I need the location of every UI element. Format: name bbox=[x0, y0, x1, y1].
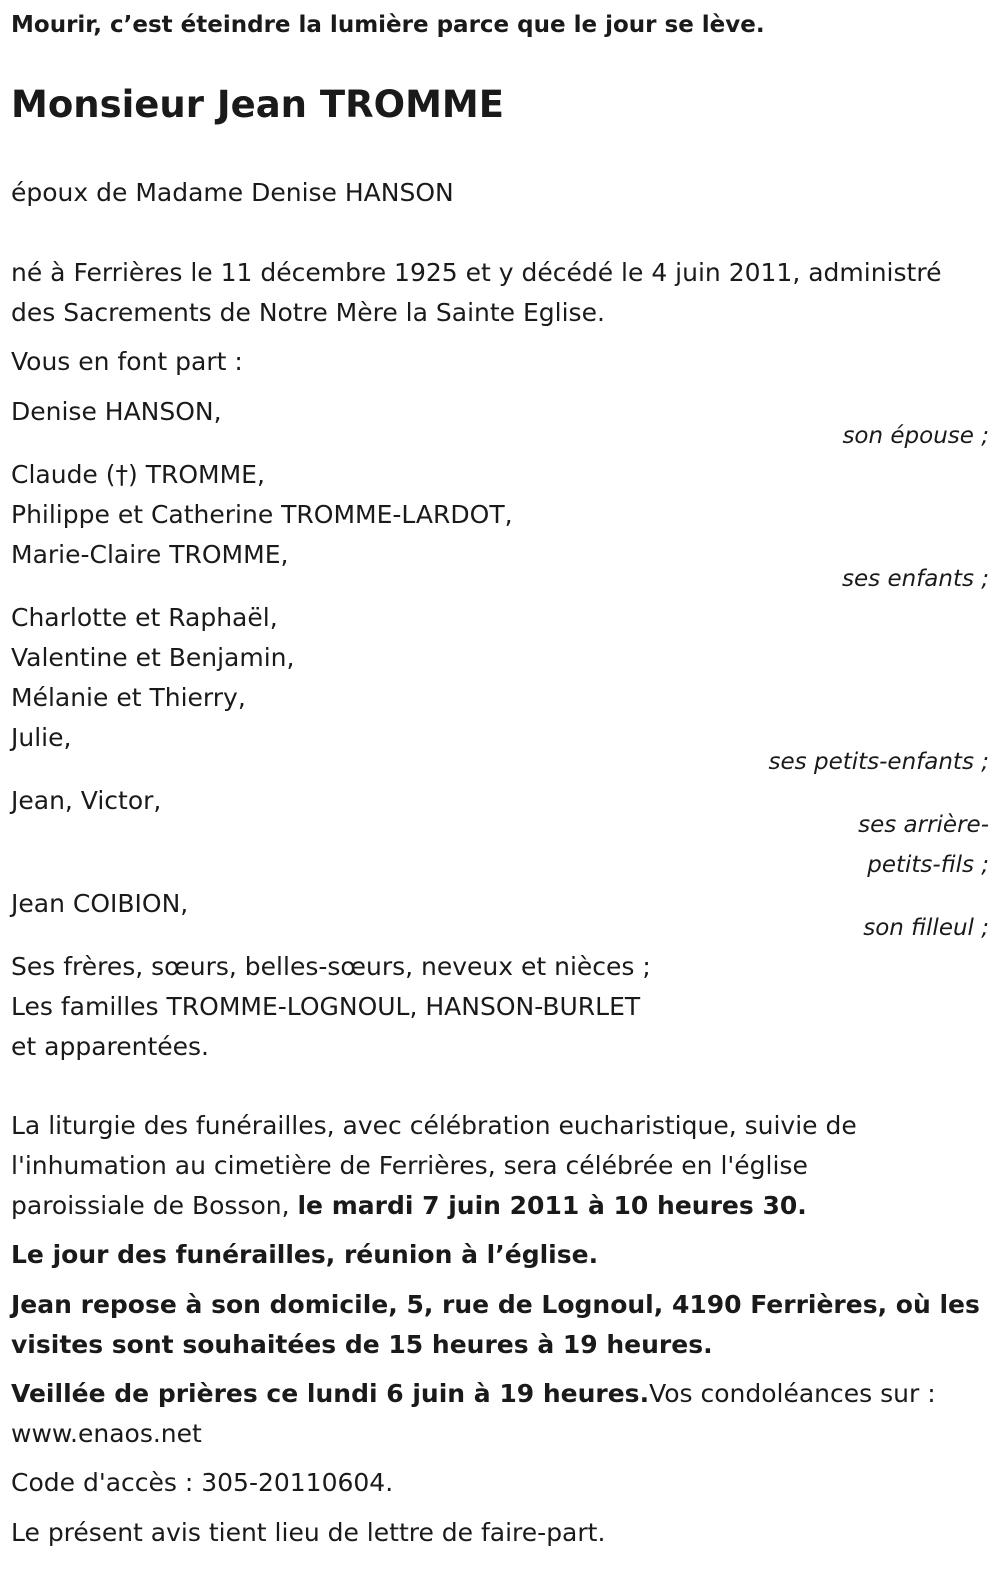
family-great-grandchildren-relation-2: petits-fils ; bbox=[867, 852, 989, 878]
intro-line: Vous en font part : bbox=[11, 347, 243, 376]
family-great-grandchild-name: Jean, Victor, bbox=[11, 786, 162, 815]
family-children-relation: ses enfants ; bbox=[842, 566, 989, 592]
funeral-line-1: La liturgie des funérailles, avec célébration eucharistique, suivie de bbox=[11, 1111, 857, 1140]
meeting-line: Le jour des funérailles, réunion à l’église. bbox=[11, 1240, 599, 1269]
family-grandchild-name: Charlotte et Raphaël, bbox=[11, 603, 278, 632]
family-child-name: Marie-Claire TROMME, bbox=[11, 540, 289, 569]
spouse-line: époux de Madame Denise HANSON bbox=[11, 178, 454, 207]
family-grandchild-name: Julie, bbox=[11, 723, 72, 752]
funeral-line-3-prefix: paroissiale de Bosson, bbox=[11, 1191, 298, 1220]
family-grandchild-name: Valentine et Benjamin, bbox=[11, 643, 295, 672]
notice-line: Le présent avis tient lieu de lettre de faire-part. bbox=[11, 1518, 606, 1547]
family-great-grandchildren-relation-1: ses arrière- bbox=[858, 812, 989, 838]
access-code: Code d'accès : 305-20110604. bbox=[11, 1468, 394, 1497]
visit-line-1: Jean repose à son domicile, 5, rue de Lognoul, 4190 Ferrières, où les bbox=[11, 1290, 980, 1319]
vigil-line bbox=[11, 1374, 936, 1414]
family-grandchild-name: Mélanie et Thierry, bbox=[11, 683, 246, 712]
condolences-text: Vos condoléances sur : bbox=[649, 1379, 936, 1408]
family-child-name: Philippe et Catherine TROMME-LARDOT, bbox=[11, 500, 513, 529]
family-others-line: Les familles TROMME-LOGNOUL, HANSON-BURLET bbox=[11, 992, 641, 1021]
family-others-line: et apparentées. bbox=[11, 1032, 209, 1061]
family-child-name: Claude (†) TROMME, bbox=[11, 460, 265, 489]
funeral-line-3 bbox=[11, 1186, 807, 1226]
birth-death-line-1: né à Ferrières le 11 décembre 1925 et y décédé le 4 juin 2011, administré bbox=[11, 258, 942, 287]
family-spouse-name: Denise HANSON, bbox=[11, 397, 222, 426]
funeral-line-2: l'inhumation au cimetière de Ferrières, sera célébrée en l'église bbox=[11, 1151, 808, 1180]
motto: Mourir, c’est éteindre la lumière parce que le jour se lève. bbox=[11, 12, 765, 38]
funeral-date-time: le mardi 7 juin 2011 à 10 heures 30. bbox=[297, 1191, 807, 1220]
vigil-text: Veillée de prières ce lundi 6 juin à 19 heures. bbox=[11, 1379, 650, 1408]
birth-death-line-2: des Sacrements de Notre Mère la Sainte Eglise. bbox=[11, 298, 605, 327]
family-spouse-relation: son épouse ; bbox=[842, 423, 989, 449]
family-others-line: Ses frères, sœurs, belles-sœurs, neveux et nièces ; bbox=[11, 952, 651, 981]
website-link[interactable]: www.enaos.net bbox=[11, 1419, 202, 1448]
visit-line-2: visites sont souhaitées de 15 heures à 19 heures. bbox=[11, 1330, 713, 1359]
family-godson-relation: son filleul ; bbox=[863, 915, 989, 941]
family-grandchildren-relation: ses petits-enfants ; bbox=[768, 749, 989, 775]
deceased-name: Monsieur Jean TROMME bbox=[11, 83, 504, 126]
family-godson-name: Jean COIBION, bbox=[11, 889, 189, 918]
